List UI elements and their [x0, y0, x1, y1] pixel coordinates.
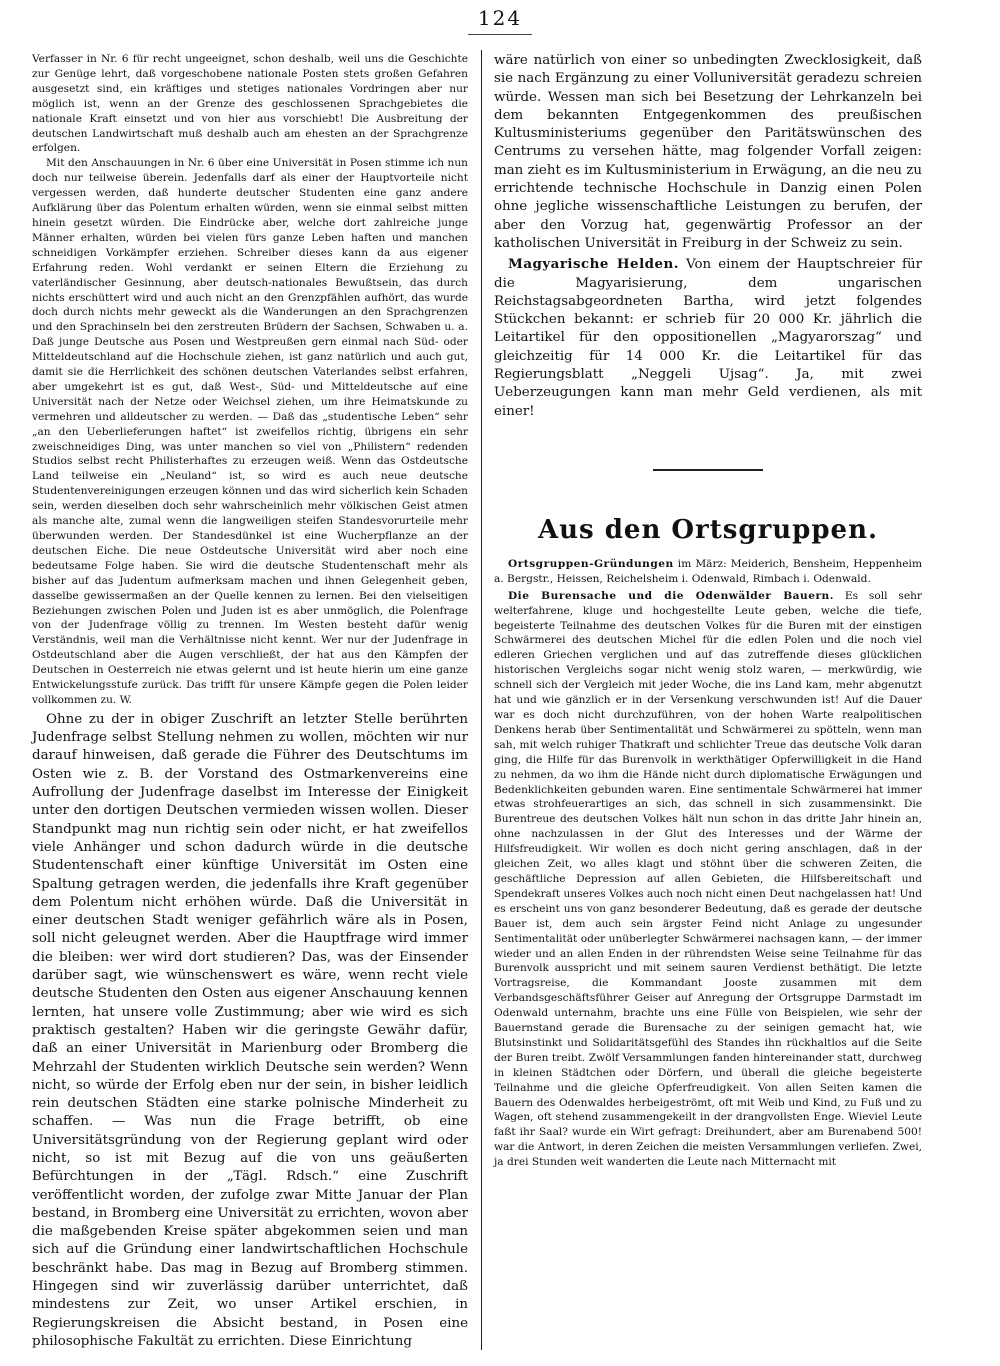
- left-column: [32, 52, 468, 1351]
- magyar-text: Von einem der Hauptschreier für die Magyarisierung, dem ungarischen Reichstagsabgeordneten Bartha, wird jetzt folgendes Stückchen bekannt: er schrieb für 20 000 Kr. jährlich die Leitartikel für den oppositionellen „Magyarorszag“ und gleichzeitig für 14 000 Kr. die Leitartikel für das Regierungsblatt „Neggeli Ujsag“. Ja, mit zwei Ueberzeugungen kann man mehr Geld verdienen, als mit einer!: [494, 257, 922, 419]
- page-number: 124: [477, 6, 523, 30]
- right-column: [494, 52, 922, 1170]
- section-title: Aus den Ortsgruppen.: [537, 514, 879, 545]
- page-number-rule: [468, 34, 532, 35]
- buren-heading: Die Burensache und die Odenwälder Bauern.: [508, 589, 834, 602]
- founding-heading: Ortsgruppen-Gründungen: [508, 557, 674, 570]
- buren-paragraph: [494, 589, 922, 1170]
- buren-text: Es soll sehr welterfahrene, kluge und hochgestellte Leute geben, welche die tiefe, begeisterte Teilnahme des deutschen Volkes für die Buren mit der einstigen Schwärmerei des deutschen Michel für die edlen Polen und die noch viel edleren Griechen verglichen und auf das zutreffende dieses glücklichen historischen Vergleichs sogar nicht wenig stolz waren, — merkwürdig, wie schnell sich der Vergleich mit jeder Woche, die ins Land kam, mehr abgenutzt hat und wie gänzlich er in der Versenkung verschwunden ist! Auf die Dauer war es doch nicht durchzuführen, von der hohen Warte realpolitischen Denkens herab über Sentimentalität und Schwärmerei zu spötteln, wenn man sah, mit welch ruhiger Thatkraft und schlichter Treue das deutsche Volk daran ging, die Hilfe für das Burenvolk in werkthätiger Opferwilligkeit in die Hand zu nehmen, da wo ihm die Hände nicht durch diplomatische Erwägungen und Bedenklichkeiten gebunden waren. Eine sentimentale Schwärmerei hat immer etwas strohfeuerartiges an sich, das schnell in sich zusammensinkt. Die Burentreue des deutschen Volkes hält nun schon in das dritte Jahr hinein an, ohne nachzulassen in der Glut des Interesses und der Wärme der Hilfsfreudigkeit. Wir wollen es doch nicht gering anschlagen, daß in der gleichen Zeit, wo alles klagt und stöhnt über die schweren Zeiten, die geschäftliche Depression auf allen Gebieten, die Hilfsbereitschaft und Spendekraft unseres Volkes auch noch nicht einen Deut nachgelassen hat! Und es erscheint uns von ganz besonderer Bedeutung, daß es gerade der deutsche Bauer ist, dem auch sein ärgster Feind nicht Anlage zu ungesunder Sentimentalität oder unüberlegter Schwärmerei nachsagen kann, — der immer wieder und an allen Enden in der rührendsten Weise seine Teilnahme für das Burenvolk ausspricht und mit seinem sauren Verdienst bethätigt. Die letzte Vortragsreise, die Kommandant Jooste zusammen mit dem Verbandsgeschäftsführer Geiser auf Anregung der Ortsgruppe Darmstadt im Odenwald unternahm, brachte uns eine Fülle von Beispielen, wie sehr der Bauernstand gerade die Burensache zu der seinigen gemacht hat, wie Blutsinstinkt und Solidaritätsgefühl des Standes ihn rückhaltlos auf die Seite der Buren treibt. Zwölf Versammlungen fanden hintereinander statt, durchweg in kleinen Städtchen oder Dörfern, und überall die gleiche begeisterte Teilnahme und die gleiche Opferfreudigkeit. Von allen Seiten kamen die Bauern des Odenwaldes herbeigeströmt, oft mit Weib und Kind, zu Fuß und zu Wagen, oft stehend zusammengekeilt in der drangvollsten Enge. Wieviel Leute faßt ihr Saal? wurde ein Wirt gefragt: Dreihundert, aber am Burenabend 500! war die Antwort, in deren Zeichen die meisten Versammlungen verliefen. Zwei, ja drei Stunden weit wanderten die Leute nach Mitternacht mit: [494, 589, 922, 1169]
- founding-paragraph: [494, 557, 922, 587]
- magyar-heading: Magyarische Helden.: [508, 256, 679, 273]
- letter-paragraph: Mit den Anschauungen in Nr. 6 über eine Universität in Posen stimme ich nun doch nur teilweise überein. Jedenfalls darf als einer der Hauptvorteile nicht vergessen werden, daß hunderte deutscher Studenten eine ganz andere Aufklärung über das Polentum erhalten würden, wenn sie einmal selbst mitten hinein gesetzt würden. Die Eindrücke aber, welche dort zahlreiche junge Männer erhalten, würden bei vielen fürs ganze Leben haften und manchen schneidigen Vorkämpfer erziehen. Schreiber dieses kann da aus eigener Erfahrung reden. Wohl verdankt er seinen Eltern die Erziehung zu vaterländischer Gesinnung, aber deutsch-nationales Bewußtsein, das durch nichts erschüttert wird und auch nicht an den Grenzpfählen aufhört, das wurde doch durch nichts mehr geweckt als die Wanderungen an den Sprachgrenzen und den Sprachinseln bei den zerstreuten Brüdern der Sachsen, Schwaben u. a. Daß junge Deutsche aus Posen und Westpreußen gern einmal nach Süd- oder Mitteldeutschland auf die Hochschule ziehen, ist ganz natürlich und auch gut, damit sie die Herrlichkeit des schönen deutschen Vaterlandes selbst erfahren, aber umgekehrt ist es gut, daß West-, Süd- und Mitteldeutsche auf eine Universität nach der Netze oder Weichsel ziehen, um ihre Heimatskunde zu vermehren und alldeutscher zu werden. — Daß das „studentische Leben“ sehr „an den Ueberlieferungen haftet“ ist zweifellos richtig, übrigens ein sehr zweischneidiges Ding, was unter manchen so viel von „Philistern“ redenden Studios selbst recht Philisterhaftes zu erzeugen weiß. Wenn das Ostdeutsche Land teilweise ein „Neuland“ ist, so wird es auch neue deutsche Studentenvereinigungen erzeugen können und das wird sicherlich kein Schaden sein, werden dieselben doch sehr wahrscheinlich mehr völkischen Geist atmen als manche alte, zumal wenn die langweiligen steifen Standesvorurteile mehr überwunden werden. Der Standesdünkel ist eine Wucherpflanze an der deutschen Eiche. Die neue Ostdeutsche Universität wird aber noch eine bedeutsame Folge haben. Sie wird die deutsche Studentenschaft mehr als bisher auf das Judentum aufmerksam machen und ihnen Gelegenheit geben, dasselbe gewissermaßen an der Quelle kennen zu lernen. Bei den vielseitigen Beziehungen zwischen Polen und Juden ist es aber unmöglich, die Polenfrage von der Judenfrage völlig zu trennen. Im Westen besteht dafür wenig Verständnis, weil man die Verhältnisse nicht kennt. Wer nur der Judenfrage in Ostdeutschland aber die Augen verschließt, der hat aus den Kämpfen der Deutschen in Oesterreich nie etwas gelernt und ist heute hierin um eine ganze Entwickelungsstufe zurück. Das trifft für unsere Kämpfe gegen die Polen leider vollkommen zu. W.: [32, 157, 468, 706]
- column-divider: [481, 50, 482, 1350]
- section-divider: [653, 469, 763, 471]
- editorial-paragraph: Ohne zu der in obiger Zuschrift an letzter Stelle berührten Judenfrage selbst Stellung nehmen zu wollen, möchten wir nur darauf hinweisen, daß gerade die Führer des Deutschtums im Osten wie z. B. der Vorstand des Ostmarkenvereins eine Aufrollung der Judenfrage daselbst im Interesse der Einigkeit unter den dortigen Deutschen vermieden wissen wollen. Dieser Standpunkt mag nun richtig sein oder nicht, er hat zweifellos viele Anhänger und schon dadurch würde in die deutsche Studentenschaft einer künftige Universität im Osten eine Spaltung getragen werden, die jedenfalls ihre Kraft gegenüber dem Polentum nicht erhöhen würde. Daß die Universität in einer deutschen Stadt weniger gefährlich wäre als in Posen, soll nicht geleugnet werden. Aber die Hauptfrage wird immer die bleiben: wer wird dort studieren? Das, was der Einsender darüber sagt, wie wünschenswert es wäre, wenn recht viele deutsche Studenten den Osten aus eigener Anschauung kennen lernten, hat unsere volle Zustimmung; aber wie wird es sich praktisch gestalten? Haben wir die geringste Gewähr dafür, daß an einer Universität in Marienburg oder Bromberg die Mehrzahl der Studenten wirklich Deutsche sein werden? Wenn nicht, so würde der Erfolg eben nur der sein, in bisher leidlich rein deutschen Städten eine starke polnische Minderheit zu schaffen. — Was nun die Frage betrifft, ob eine Universitätsgründung von der Regierung geplant wird oder nicht, so ist mit Bezug auf die von uns geäußerten Befürchtungen in der „Tägl. Rdsch.“ eine Zuschrift veröffentlicht worden, der zufolge zwar Mitte Januar der Plan bestand, in Bromberg eine Universität zu errichten, wovon aber die maßgebenden Kreise später abgekommen seien und man sich auf die Gründung einer landwirtschaftlichen Hochschule beschränkt habe. Das mag in Bezug auf Bromberg stimmen. Hingegen sind wir zuverlässig darüber unterrichtet, daß mindestens zur Zeit, wo unser Artikel erschien, in Regierungskreisen die Absicht bestand, in Posen eine philosophische Fakultät zu errichten. Diese Einrichtung: [32, 711, 469, 1349]
- founding-text: im März: Meiderich, Bensheim, Heppenheim a. Bergstr., Heissen, Reichelsheim i. Odenwald, Rimbach i. Odenwald.: [494, 557, 922, 585]
- magyar-paragraph: [494, 255, 922, 421]
- continuation-paragraph: wäre natürlich von einer so unbedingten Zwecklosigkeit, daß sie nach Ergänzung zu einer Volluniversität geradezu schreien würde. Wessen man sich bei Besetzung der Lehrkanzeln bei dem bekannten Entgegenkommen des preußischen Kultusministeriums gegenüber den Paritätswünschen des Centrums zu versehen hätte, mag folgender Vorfall zeigen: man zieht es im Kultusministerium in Erwägung, an die neu zu errichtende technische Hochschule in Danzig einen Polen ohne jegliche wissenschaftliche Leistungen zu berufen, der aber den Vorzug hat, gegenwärtig Professor an der katholischen Universität in Freiburg in der Schweiz zu sein.: [494, 53, 922, 251]
- letter-paragraph: Verfasser in Nr. 6 für recht ungeeignet, schon deshalb, weil uns die Geschichte zur Genüge lehrt, daß vorgeschobene nationale Posten stets großen Gefahren ausgesetzt sind, ein kräftiges und stetiges nationales Vordringen aber nur möglich ist, wenn an der Grenze des geschlossenen Sprachgebietes die nationale Kraft einsetzt und von hier aus vorschiebt! Die Ausbreitung der deutschen Landwirtschaft muß deshalb auch am ehesten an der Sprachgrenze erfolgen.: [32, 53, 468, 155]
